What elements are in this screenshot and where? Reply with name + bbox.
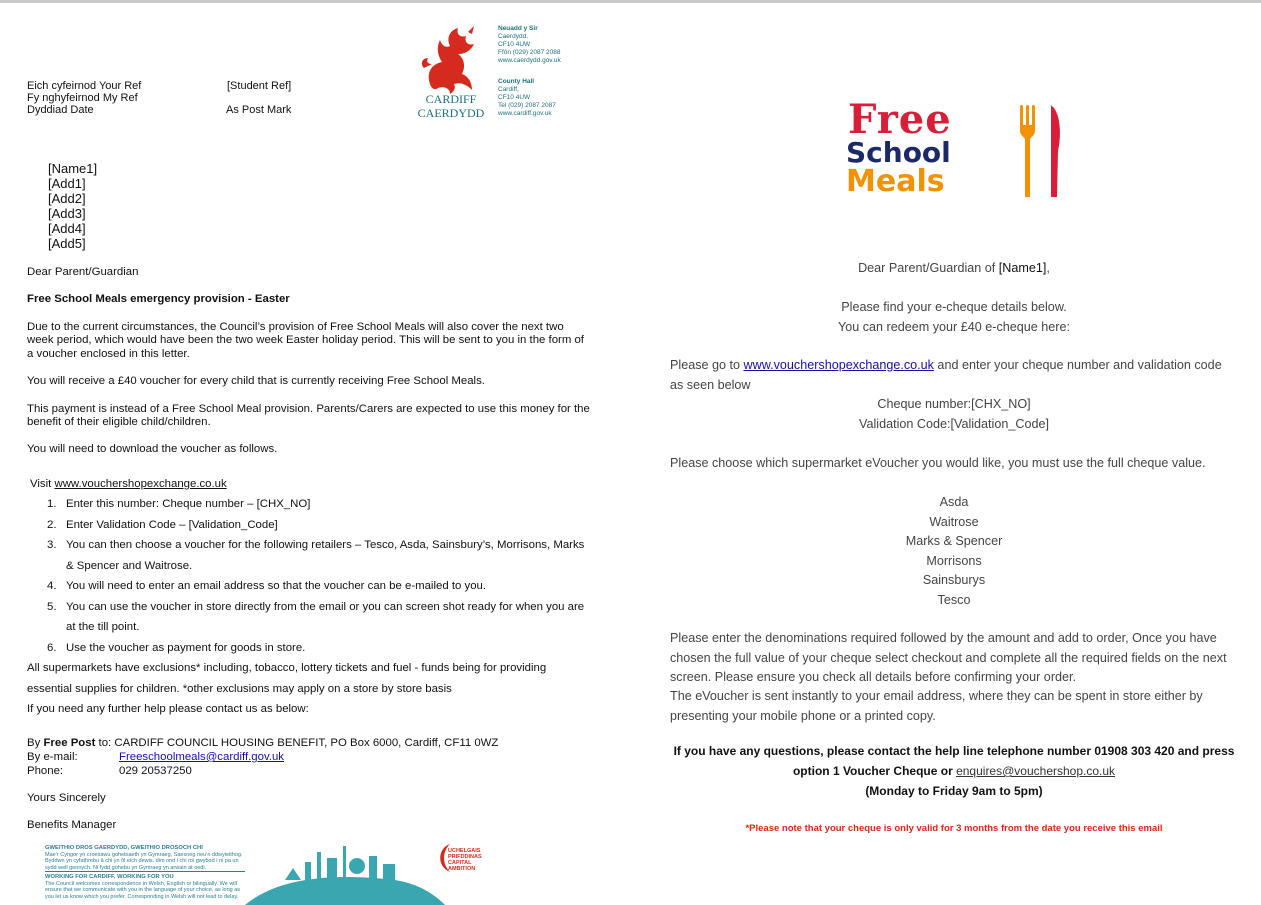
- email-questions: If you have any questions, please contact the help line telephone number 01908 303 420 and press option 1 Voucher Cheque or enquires@vouchershop.co.uk: [673, 744, 1235, 778]
- letter-subject: Free School Meals emergency provision - Easter: [27, 293, 290, 305]
- voucher-site-link[interactable]: www.vouchershopexchange.co.uk: [743, 358, 934, 372]
- validation-code: Validation Code:[Validation_Code]: [859, 417, 1049, 431]
- ref-my: Fy nghyfeirnod My Ref: [27, 92, 138, 104]
- email-greeting: Dear Parent/Guardian of [Name1],: [858, 261, 1050, 275]
- list-item: 4. You will need to enter an email address so that the voucher can be e-mailed to you.: [47, 580, 487, 592]
- letter-para-2: You will receive a £40 voucher for every child that is currently receiving Free School Meals.: [27, 375, 485, 387]
- supermarket-list: [670, 493, 1238, 610]
- email-evoucher: The eVoucher is sent instantly to your email address, where they can be spent in store either by presenting your mobile phone or a printed copy.: [670, 689, 1203, 723]
- email-denominations: Please enter the denominations required followed by the amount and add to order, Once you have chosen the full value of your cheque select checkout and complete all the required fields on the next screen. Please ensure you check all details before confirming your order.: [670, 631, 1227, 684]
- fork-knife-icon: [1016, 103, 1066, 199]
- contact-email: By e-mail: Freeschoolmeals@cardiff.gov.uk: [27, 751, 284, 763]
- vouchershop-email-link[interactable]: enquires@vouchershop.co.uk: [956, 764, 1116, 778]
- list-item: Tesco: [937, 592, 971, 607]
- validity-note: *Please note that your cheque is only valid for 3 months from the date you receive this email: [745, 823, 1163, 834]
- council-address-english: County Hall Cardiff, CF10 4UW Tel (029) 2087 2087 www.cardiff.gov.uk: [498, 78, 556, 117]
- letter-para-1: Due to the current circumstances, the Council’s provision of Free School Meals will also cover the next two week period, which would have been the two week Easter holiday period. This will be sent to you in the form of a voucher enclosed in this letter.: [27, 321, 584, 360]
- free-school-meals-logo: Free School Meals: [846, 100, 1066, 200]
- logo-text-cardiff: CARDIFF: [425, 92, 477, 106]
- list-item: 3. You can then choose a voucher for the following retailers – Tesco, Asda, Sainsbury’s, Morrisons, Marks & Spencer and Waitrose.: [47, 539, 585, 572]
- contact-post: By Free Post to: CARDIFF COUNCIL HOUSING BENEFIT, PO Box 6000, Cardiff, CF11 0WZ: [27, 737, 499, 749]
- recipient-address: [Name1] [Add1] [Add2] [Add3] [Add4] [Add5]: [48, 161, 98, 251]
- help-text: If you need any further help please contact us as below:: [27, 703, 309, 715]
- email-intro-2: You can redeem your £40 e-cheque here:: [838, 320, 1070, 334]
- council-address-welsh: Neuadd y Sir Caerdydd, CF10 4UW Ffôn (029) 2087 2088 www.caerdydd.gov.uk: [498, 25, 561, 64]
- cardiff-skyline-icon: [245, 840, 445, 905]
- list-item: 6. Use the voucher as payment for goods in store.: [47, 641, 306, 654]
- visit-line: Visit www.vouchershopexchange.co.uk: [30, 478, 227, 490]
- list-item: 2. Enter Validation Code – [Validation_Code]: [47, 518, 278, 531]
- welsh-dragon-icon: [416, 24, 486, 96]
- exclusions-text: All supermarkets have exclusions* including, tobacco, lottery tickets and fuel - funds being for providing essential supplies for children. *other exclusions may apply on a store by store basis: [27, 662, 547, 695]
- cheque-number: Cheque number:[CHX_NO]: [877, 397, 1031, 411]
- letter-para-3: This payment is instead of a Free School Meal provision. Parents/Carers are expected to use this money for the benefit of their eligible child/children.: [27, 403, 590, 429]
- list-item: Morrisons: [926, 553, 982, 568]
- footer-divider: [45, 871, 245, 872]
- voucher-steps-list: [27, 494, 592, 658]
- email-choose: Please choose which supermarket eVoucher you would like, you must use the full cheque value.: [670, 456, 1206, 470]
- list-item: 1. Enter this number: Cheque number – [CHX_NO]: [47, 498, 311, 510]
- ref-your: Eich cyfeirnod Your Ref [Student Ref]: [27, 80, 292, 92]
- email-goto: Please go to www.vouchershopexchange.co.uk and enter your cheque number and validation code as seen below: [670, 358, 1222, 392]
- voucher-site-link[interactable]: www.vouchershopexchange.co.uk: [54, 478, 227, 490]
- top-border: [0, 0, 1261, 3]
- list-item: 5. You can use the voucher in store directly from the email or you can screen shot ready for when you are at the till point.: [47, 600, 585, 633]
- footer-welsh-text: GWEITHIO DROS GAERDYDD, GWEITHIO DROSOCH CHI Mae’r Cyngor yn croesawu gohebiaeth yn Gymraeg, Saesneg neu’n ddwyieithog. Byddwn yn cyfathrebu â chi yn ôl eich dewis, dim ond i chi roi gwybod i ni pa un sydd well gennych. Ni fydd gohebu yn Gymraeg yn arwain at oedi.: [45, 845, 243, 871]
- capital-ambition-badge: UCHELGAIS PRIFDDINAS CAPITAL AMBITION: [436, 842, 488, 876]
- signature: Benefits Manager: [27, 819, 117, 831]
- list-item: Marks & Spencer: [905, 534, 1003, 548]
- ref-date: Dyddiad Date As Post Mark: [27, 104, 292, 116]
- list-item: Sainsburys: [922, 573, 986, 587]
- cardiff-council-logo: [416, 24, 486, 126]
- signoff: Yours Sincerely: [27, 792, 106, 804]
- logo-text-caerdydd: CAERDYDD: [417, 106, 485, 120]
- list-item: Waitrose: [929, 514, 979, 529]
- letter-greeting: Dear Parent/Guardian: [27, 266, 139, 278]
- email-hours: (Monday to Friday 9am to 5pm): [865, 784, 1043, 798]
- council-email-link[interactable]: Freeschoolmeals@cardiff.gov.uk: [119, 751, 284, 763]
- letter-para-4: You will need to download the voucher as follows.: [27, 443, 278, 455]
- email-intro-1: Please find your e-cheque details below.: [841, 300, 1067, 314]
- list-item: Asda: [939, 495, 969, 509]
- contact-phone: Phone: 029 20537250: [27, 765, 192, 777]
- footer-english-text: WORKING FOR CARDIFF, WORKING FOR YOU The Council welcomes correspondence in Welsh, English or bilingually. We will ensure that we communicate with you in the language of your choice, as long as you let us know which you prefer. Corresponding in Welsh will not lead to delay.: [45, 874, 241, 900]
